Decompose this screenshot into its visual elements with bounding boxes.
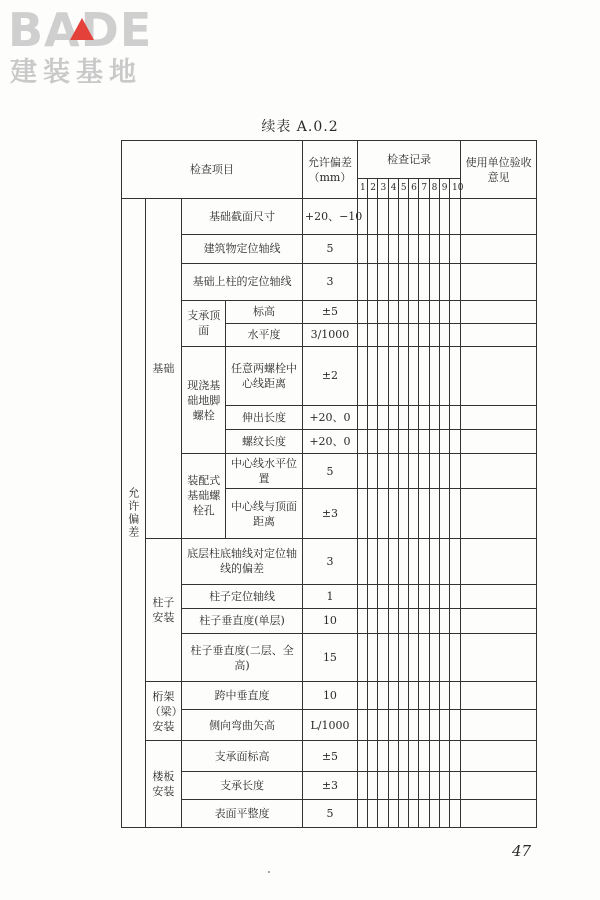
record-cell[interactable]: [439, 538, 449, 584]
record-cell[interactable]: [450, 489, 461, 538]
record-cell[interactable]: [358, 430, 368, 454]
record-cell[interactable]: [439, 346, 449, 405]
record-cell[interactable]: [378, 454, 388, 489]
row-value: ±3: [302, 771, 357, 799]
record-cell[interactable]: [368, 538, 378, 584]
record-cell[interactable]: [409, 741, 419, 771]
record-cell[interactable]: [398, 346, 408, 405]
record-cell[interactable]: [388, 584, 398, 608]
record-cell[interactable]: [368, 682, 378, 710]
subgroup-support: 支承顶面: [182, 300, 226, 346]
record-cell[interactable]: [378, 584, 388, 608]
record-cell[interactable]: [378, 199, 388, 235]
group-floor-slab-installation: 楼板安装: [145, 741, 182, 828]
record-cell[interactable]: [398, 538, 408, 584]
record-cell[interactable]: [398, 682, 408, 710]
record-cell[interactable]: [388, 608, 398, 633]
record-cell[interactable]: [358, 323, 368, 346]
row-value: 5: [302, 454, 357, 489]
row-label: 底层柱底轴线对定位轴线的偏差: [182, 538, 303, 584]
row-value: ±5: [302, 741, 357, 771]
record-cell[interactable]: [450, 771, 461, 799]
group-truss-installation: 桁架（梁）安装: [145, 682, 182, 741]
row-label: 标高: [226, 300, 303, 323]
record-cell[interactable]: [378, 608, 388, 633]
table-caption: 续表 A.0.2: [261, 119, 339, 135]
record-cell[interactable]: [439, 406, 449, 430]
record-cell[interactable]: [429, 263, 439, 300]
record-cell[interactable]: [450, 741, 461, 771]
record-cell[interactable]: [409, 584, 419, 608]
record-cell[interactable]: [439, 634, 449, 682]
record-cell[interactable]: [398, 454, 408, 489]
record-cell[interactable]: [429, 682, 439, 710]
record-cell[interactable]: [429, 430, 439, 454]
record-cell[interactable]: [398, 710, 408, 741]
record-cell[interactable]: [439, 584, 449, 608]
row-label: 建筑物定位轴线: [182, 235, 303, 263]
record-cell[interactable]: [439, 799, 449, 827]
logo-triangle-icon: [70, 18, 94, 40]
record-cell[interactable]: [358, 584, 368, 608]
row-label: 中心线与顶面距离: [226, 489, 303, 538]
record-cell[interactable]: [378, 300, 388, 323]
record-no-3: 3: [378, 179, 388, 199]
record-cell[interactable]: [388, 323, 398, 346]
record-cell[interactable]: [429, 634, 439, 682]
header-tolerance: 允许偏差（mm）: [302, 141, 357, 199]
record-cell[interactable]: [429, 346, 439, 405]
record-cell[interactable]: [439, 300, 449, 323]
record-cell[interactable]: [450, 710, 461, 741]
record-cell[interactable]: [398, 608, 408, 633]
record-cell[interactable]: [450, 799, 461, 827]
record-cell[interactable]: [388, 634, 398, 682]
record-no-8: 8: [429, 179, 439, 199]
record-cell[interactable]: [378, 741, 388, 771]
row-value: 3: [302, 263, 357, 300]
record-cell[interactable]: [439, 263, 449, 300]
bade-logo: [8, 2, 178, 94]
row-label: 中心线水平位置: [226, 454, 303, 489]
record-cell[interactable]: [378, 489, 388, 538]
row-label: 柱子定位轴线: [182, 584, 303, 608]
opinion-cell[interactable]: [461, 406, 537, 430]
record-cell[interactable]: [398, 584, 408, 608]
record-cell[interactable]: [429, 235, 439, 263]
record-cell[interactable]: [409, 538, 419, 584]
opinion-cell[interactable]: [461, 263, 537, 300]
record-cell[interactable]: [450, 430, 461, 454]
record-cell[interactable]: [358, 634, 368, 682]
opinion-cell[interactable]: [461, 489, 537, 538]
record-cell[interactable]: [368, 430, 378, 454]
record-cell[interactable]: [368, 323, 378, 346]
record-cell[interactable]: [429, 584, 439, 608]
record-no-6: 6: [409, 179, 419, 199]
row-value: +20、−10: [302, 199, 357, 235]
record-cell[interactable]: [398, 771, 408, 799]
record-cell[interactable]: [409, 199, 419, 235]
record-cell[interactable]: [439, 235, 449, 263]
record-cell[interactable]: [419, 263, 429, 300]
record-cell[interactable]: [419, 300, 429, 323]
header-item: 检查项目: [122, 141, 303, 199]
record-cell[interactable]: [450, 235, 461, 263]
record-cell[interactable]: [450, 682, 461, 710]
group-foundation: 基础: [145, 199, 182, 538]
row-value: ±2: [302, 346, 357, 405]
record-cell[interactable]: [368, 300, 378, 323]
record-cell[interactable]: [439, 489, 449, 538]
row-value: 10: [302, 608, 357, 633]
record-cell[interactable]: [429, 538, 439, 584]
row-label: 基础上柱的定位轴线: [182, 263, 303, 300]
record-cell[interactable]: [419, 634, 429, 682]
record-cell[interactable]: [409, 263, 419, 300]
opinion-cell[interactable]: [461, 235, 537, 263]
opinion-cell[interactable]: [461, 682, 537, 710]
record-cell[interactable]: [358, 489, 368, 538]
record-no-5: 5: [398, 179, 408, 199]
record-cell[interactable]: [429, 741, 439, 771]
record-cell[interactable]: [388, 799, 398, 827]
record-cell[interactable]: [388, 346, 398, 405]
opinion-cell[interactable]: [461, 799, 537, 827]
record-no-4: 4: [388, 179, 398, 199]
record-cell[interactable]: [429, 489, 439, 538]
record-cell[interactable]: [439, 430, 449, 454]
record-cell[interactable]: [358, 799, 368, 827]
record-cell[interactable]: [388, 300, 398, 323]
record-cell[interactable]: [419, 430, 429, 454]
row-label: 任意两螺栓中心线距离: [226, 346, 303, 405]
row-label: 基础截面尺寸: [182, 199, 303, 235]
record-cell[interactable]: [388, 454, 398, 489]
record-cell[interactable]: [409, 771, 419, 799]
header-record: 检查记录: [358, 141, 461, 179]
record-cell[interactable]: [388, 538, 398, 584]
record-cell[interactable]: [450, 634, 461, 682]
opinion-cell[interactable]: [461, 454, 537, 489]
record-cell[interactable]: [368, 263, 378, 300]
record-cell[interactable]: [388, 235, 398, 263]
record-cell[interactable]: [368, 741, 378, 771]
record-cell[interactable]: [439, 608, 449, 633]
record-cell[interactable]: [419, 538, 429, 584]
record-cell[interactable]: [450, 199, 461, 235]
record-cell[interactable]: [388, 263, 398, 300]
record-cell[interactable]: [378, 538, 388, 584]
row-value: 15: [302, 634, 357, 682]
record-cell[interactable]: [378, 235, 388, 263]
row-value: 1: [302, 584, 357, 608]
row-label: 伸出长度: [226, 406, 303, 430]
record-cell[interactable]: [409, 300, 419, 323]
record-cell[interactable]: [398, 489, 408, 538]
record-cell[interactable]: [398, 741, 408, 771]
record-cell[interactable]: [388, 741, 398, 771]
inspection-table: [121, 140, 537, 828]
record-cell[interactable]: [368, 489, 378, 538]
record-cell[interactable]: [398, 406, 408, 430]
row-label: 支承长度: [182, 771, 303, 799]
record-no-7: 7: [419, 179, 429, 199]
record-cell[interactable]: [378, 346, 388, 405]
row-value: +20、0: [302, 406, 357, 430]
record-no-9: 9: [439, 179, 449, 199]
row-value: ±5: [302, 300, 357, 323]
record-cell[interactable]: [450, 584, 461, 608]
record-cell[interactable]: [439, 710, 449, 741]
opinion-cell[interactable]: [461, 430, 537, 454]
record-cell[interactable]: [378, 406, 388, 430]
record-cell[interactable]: [429, 771, 439, 799]
opinion-cell[interactable]: [461, 710, 537, 741]
record-cell[interactable]: [358, 300, 368, 323]
record-cell[interactable]: [358, 406, 368, 430]
opinion-cell[interactable]: [461, 634, 537, 682]
record-cell[interactable]: [450, 263, 461, 300]
row-value: 3/1000: [302, 323, 357, 346]
record-cell[interactable]: [368, 584, 378, 608]
record-cell[interactable]: [419, 584, 429, 608]
record-cell[interactable]: [398, 634, 408, 682]
record-cell[interactable]: [429, 454, 439, 489]
record-cell[interactable]: [378, 682, 388, 710]
record-cell[interactable]: [439, 771, 449, 799]
record-cell[interactable]: [378, 710, 388, 741]
record-cell[interactable]: [398, 263, 408, 300]
row-value: ±3: [302, 489, 357, 538]
record-cell[interactable]: [419, 799, 429, 827]
row-label: 跨中垂直度: [182, 682, 303, 710]
record-cell[interactable]: [409, 323, 419, 346]
record-cell[interactable]: [388, 489, 398, 538]
record-cell[interactable]: [409, 489, 419, 538]
record-cell[interactable]: [368, 710, 378, 741]
record-no-1: 1: [358, 179, 368, 199]
record-cell[interactable]: [388, 199, 398, 235]
row-value: L/1000: [302, 710, 357, 741]
record-cell[interactable]: [419, 489, 429, 538]
record-cell[interactable]: [409, 634, 419, 682]
record-cell[interactable]: [450, 300, 461, 323]
record-cell[interactable]: [388, 406, 398, 430]
record-cell[interactable]: [398, 799, 408, 827]
record-cell[interactable]: [358, 454, 368, 489]
record-cell[interactable]: [378, 430, 388, 454]
record-cell[interactable]: [409, 710, 419, 741]
record-cell[interactable]: [409, 235, 419, 263]
record-cell[interactable]: [419, 741, 429, 771]
record-cell[interactable]: [358, 771, 368, 799]
record-cell[interactable]: [419, 199, 429, 235]
record-cell[interactable]: [358, 346, 368, 405]
record-cell[interactable]: [439, 682, 449, 710]
record-cell[interactable]: [398, 430, 408, 454]
record-cell[interactable]: [439, 323, 449, 346]
record-cell[interactable]: [398, 199, 408, 235]
record-cell[interactable]: [429, 199, 439, 235]
header-opinion: 使用单位验收意见: [461, 141, 537, 199]
record-cell[interactable]: [368, 799, 378, 827]
row-value: 10: [302, 682, 357, 710]
row-label: 侧向弯曲矢高: [182, 710, 303, 741]
opinion-cell[interactable]: [461, 538, 537, 584]
record-cell[interactable]: [398, 323, 408, 346]
record-cell[interactable]: [439, 741, 449, 771]
subgroup-cast-anchor-bolt: 现浇基础地脚螺栓: [182, 346, 226, 453]
record-cell[interactable]: [398, 235, 408, 263]
record-cell[interactable]: [419, 235, 429, 263]
record-cell[interactable]: [358, 538, 368, 584]
record-cell[interactable]: [378, 799, 388, 827]
record-cell[interactable]: [419, 454, 429, 489]
opinion-cell[interactable]: [461, 323, 537, 346]
row-value: 5: [302, 235, 357, 263]
record-cell[interactable]: [368, 771, 378, 799]
row-label: 表面平整度: [182, 799, 303, 827]
row-value: +20、0: [302, 430, 357, 454]
record-cell[interactable]: [450, 346, 461, 405]
opinion-cell[interactable]: [461, 346, 537, 405]
row-label: 水平度: [226, 323, 303, 346]
record-cell[interactable]: [378, 771, 388, 799]
record-cell[interactable]: [419, 608, 429, 633]
row-label: 螺纹长度: [226, 430, 303, 454]
record-cell[interactable]: [429, 608, 439, 633]
record-no-10: 10: [450, 179, 461, 199]
record-cell[interactable]: [368, 199, 378, 235]
opinion-cell[interactable]: [461, 741, 537, 771]
record-cell[interactable]: [368, 346, 378, 405]
record-no-2: 2: [368, 179, 378, 199]
record-cell[interactable]: [409, 682, 419, 710]
row-value: 5: [302, 799, 357, 827]
row-label: 支承面标高: [182, 741, 303, 771]
record-cell[interactable]: [409, 799, 419, 827]
logo-subtitle: 建装基地: [10, 57, 142, 88]
record-cell[interactable]: [419, 346, 429, 405]
record-cell[interactable]: [419, 323, 429, 346]
record-cell[interactable]: [429, 710, 439, 741]
record-cell[interactable]: [368, 235, 378, 263]
record-cell[interactable]: [378, 263, 388, 300]
record-cell[interactable]: [358, 741, 368, 771]
opinion-cell[interactable]: [461, 771, 537, 799]
record-cell[interactable]: [358, 263, 368, 300]
record-cell[interactable]: [429, 300, 439, 323]
opinion-cell[interactable]: [461, 300, 537, 323]
record-cell[interactable]: [409, 454, 419, 489]
record-cell[interactable]: [429, 406, 439, 430]
scan-speck: [268, 871, 270, 873]
record-cell[interactable]: [419, 710, 429, 741]
record-cell[interactable]: [450, 538, 461, 584]
row-label: 柱子垂直度(二层、全高): [182, 634, 303, 682]
opinion-cell[interactable]: [461, 199, 537, 235]
record-cell[interactable]: [388, 771, 398, 799]
record-cell[interactable]: [450, 608, 461, 633]
record-cell[interactable]: [450, 323, 461, 346]
record-cell[interactable]: [439, 454, 449, 489]
record-cell[interactable]: [358, 235, 368, 263]
record-cell[interactable]: [358, 710, 368, 741]
record-cell[interactable]: [419, 406, 429, 430]
opinion-cell[interactable]: [461, 608, 537, 633]
record-cell[interactable]: [368, 634, 378, 682]
row-label: 柱子垂直度(单层): [182, 608, 303, 633]
record-cell[interactable]: [378, 323, 388, 346]
record-cell[interactable]: [419, 771, 429, 799]
record-cell[interactable]: [358, 682, 368, 710]
page-number: 47: [512, 842, 532, 860]
group-column-installation: 柱子安装: [145, 538, 182, 682]
record-cell[interactable]: [429, 323, 439, 346]
record-cell[interactable]: [419, 682, 429, 710]
record-cell[interactable]: [398, 300, 408, 323]
record-cell[interactable]: [439, 199, 449, 235]
record-cell[interactable]: [450, 406, 461, 430]
record-cell[interactable]: [388, 682, 398, 710]
record-cell[interactable]: [388, 430, 398, 454]
record-cell[interactable]: [409, 346, 419, 405]
logo-brand: BADE: [8, 3, 153, 57]
record-cell[interactable]: [358, 608, 368, 633]
record-cell[interactable]: [388, 710, 398, 741]
record-cell[interactable]: [450, 454, 461, 489]
group-allowable-deviation: 允许偏差: [122, 199, 146, 828]
record-cell[interactable]: [378, 634, 388, 682]
record-cell[interactable]: [409, 430, 419, 454]
record-cell[interactable]: [368, 454, 378, 489]
opinion-cell[interactable]: [461, 584, 537, 608]
subgroup-assembled-bolt-hole: 装配式基础螺栓孔: [182, 454, 226, 538]
record-cell[interactable]: [368, 608, 378, 633]
record-cell[interactable]: [409, 608, 419, 633]
record-cell[interactable]: [409, 406, 419, 430]
row-value: 3: [302, 538, 357, 584]
record-cell[interactable]: [368, 406, 378, 430]
record-cell[interactable]: [429, 799, 439, 827]
